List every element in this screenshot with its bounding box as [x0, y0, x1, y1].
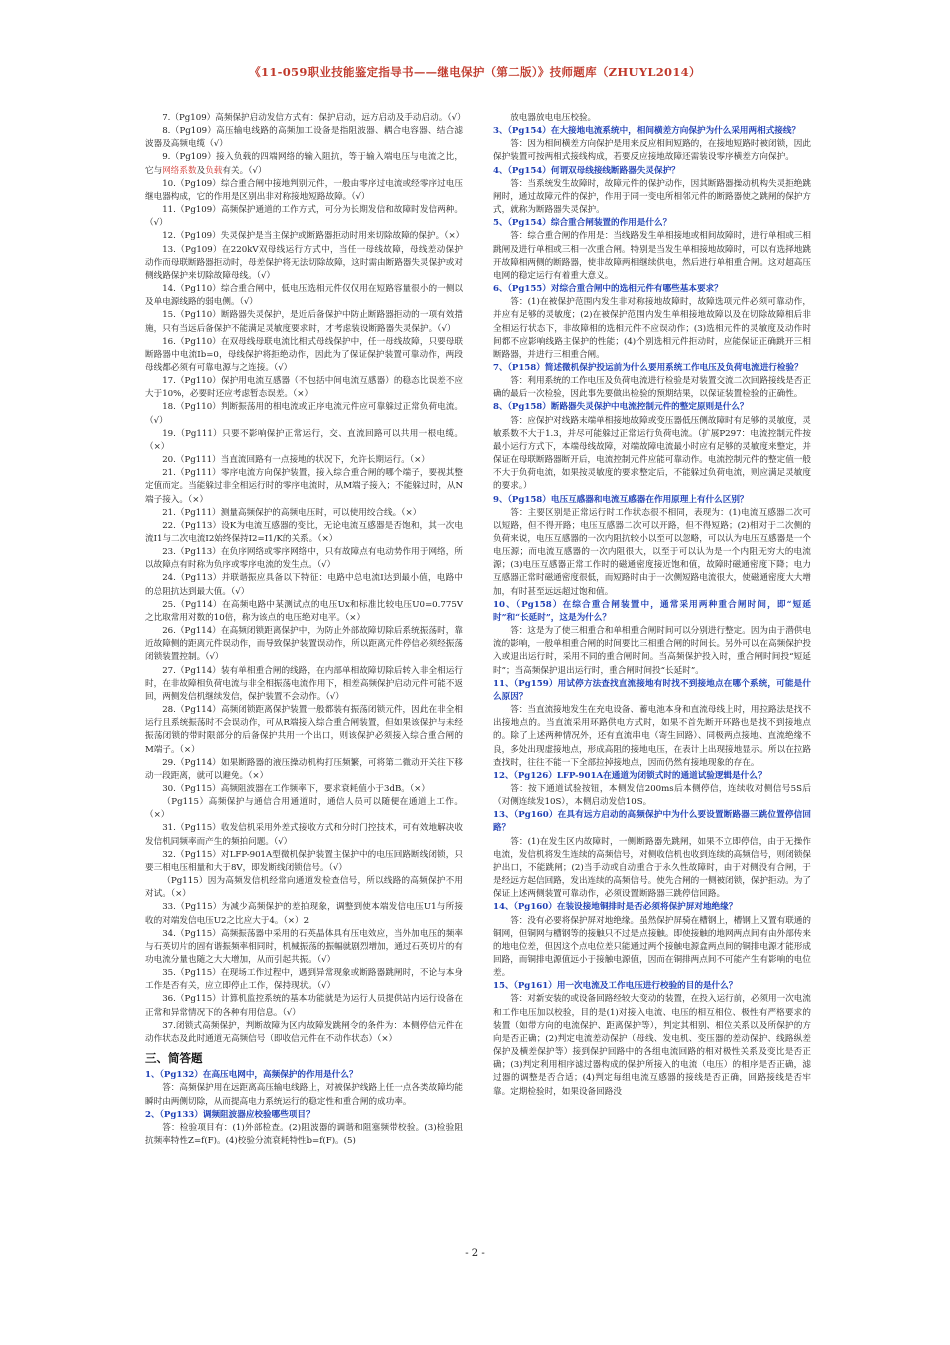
judgment-item: 27.（Pg114）装有单相重合闸的线路，在内部单相故障切除后转入非全相运行时，在非故障相负荷电流与非全相振荡电流作用下，相差高频保护启动元件可能不返回，两侧发信机继续发信，保护装置不会动作。（√）	[145, 665, 463, 702]
judgment-item: 17.（Pg110）保护用电流互感器（不包括中间电流互感器）的稳态比误差不应大于10%，必要时还应考虑暂态误差。（×）	[145, 376, 463, 400]
judgment-item: 36.（Pg115）计算机监控系统的基本功能就是为运行人员提供站内运行设备在正常和异常情况下的各种有用信息。（√）	[145, 994, 463, 1018]
answer-text: 答：当系统发生故障时，故障元件的保护动作，因其断路器操动机构失灵拒绝跳闸时，通过故障元件的保护，作用于同一变电所相邻元件的断路器使之跳闸的保护方式，就称为断路器失灵保护。	[493, 178, 811, 216]
judgment-item: 23.（Pg113）在负序网络或零序网络中，只有故障点有电动势作用于网络，所以故障点有时称为负序或零序电流的发生点。（√）	[145, 547, 463, 571]
judgment-item: （Pg115）因为高频发信机经常向通道发检查信号，所以线路的高频保护不用对试。（×）	[145, 876, 463, 900]
answer-text: 答：检验项目有：(1)外部检查。(2)阻波器的调谐和阻塞频带校验。(3)检验阻抗频率特性Z=f(F)。(4)校验分流衰耗特性b=f(F)。(5)	[145, 1122, 463, 1147]
question-title: 3、（Pg154）在大接地电流系统中，相间横差方向保护为什么采用两相式接线？	[493, 126, 801, 137]
answer-text: 答：按下通道试验按钮，本侧发信200ms后本侧停信，连续收对侧信号5S后（对侧连续发10S），本侧启动发信10S。	[493, 783, 811, 808]
left-qa-list	[145, 1069, 463, 1148]
judgment-item: 35.（Pg115）在现场工作过程中，遇到异常现象或断路器跳闸时，不论与本身工作是否有关，应立即停止工作，保持现状。（√）	[145, 968, 463, 992]
question-title: 5、（Pg154）综合重合闸装置的作用是什么？	[493, 218, 672, 229]
judgment-item: 22.（Pg113）设K为电流互感器的变比，无论电流互感器是否饱和，其一次电流I1与二次电流I2始终保持I2=I1/K的关系。（×）	[145, 520, 463, 544]
judgment-items-rest	[145, 178, 463, 1046]
question-title: 7、（P158）简述微机保护投运前为什么要用系统工作电压及负荷电流进行检验？	[493, 362, 803, 373]
question-title: 10、（Pg158）在综合重合闸装置中，通常采用两种重合闸时间，即“短延时”和“长延时”，这是为什么？	[493, 599, 811, 623]
answer-text: 答：没有必要将保护屏对地绝缘。虽然保护屏骑在槽钢上，槽钢上又置有联通的铜网，但铜网与槽钢等的接触只不过是点接触。即使接触的地网两点间有由外部传来的地电位差，但因这个点电位差只能通过两个接触电源盒两点间的铜排电源才能形成回路，而铜排电源值远小于接触电源值，因而在铜排两点间不可能产生有影响的电位差。	[493, 915, 811, 979]
answer-text: 答：(1)在发生区内故障时，一侧断路器先跳闸，如果不立即停信，由于无操作电流，发信机将发生连续的高频信号，对侧收信机也收到连续的高频信号，则闭锁保护出口，不能跳闸；(2)当手动或自动重合于永久性故障时，由于对侧没有合闸，于是经远方起信回路，发出连续的高频信号。使先合闸的一侧被闭锁，保护拒动。为了保证上述两侧装置可靠动作，必须设置断路器三跳停信回路。	[493, 836, 811, 900]
question-title: 4、（Pg154）何谓双母线接线断路器失灵保护？	[493, 165, 680, 176]
judgment-item: 25.（Pg114）在高频电路中某测试点的电压Ux和标准比较电压U0=0.775V之比取常用对数的10倍，称为该点的电压绝对电平。（×）	[145, 599, 463, 623]
answer-text: 答：对新安装的或设备回路经较大变动的装置，在投入运行前，必须用一次电流和工作电压加以校验，目的是(1)对接入电流、电压的相互相位、极性有严格要求的装置（如带方向的电流保护、距离保护等），判定其相别、相位关系以及所保护的方向是否正确；(2)判定电流差动保护（母线、发电机、变压器的差动保护、线路纵差保护及横差保护等）接到保护回路中的各组电流回路的相对极性关系及变比是否正确；(3)判定利用相序滤过器构成的保护所接入的电流（电压）的相序是否正确，滤过器的调整是否合适；(4)判定每组电流互感器的接线是否正确，回路接线是否牢靠。定期检验时，如果设备回路没	[493, 994, 811, 1097]
answer-text: 答：这是为了使三相重合和单相重合闸时间可以分别进行整定。因为由于潜供电流的影响，一般单相重合闸的时间要比三相重合闸的时间长。另外可以在高频保护投入或退出运行时，采用不同的重合闸时间。当高频保护投入时，重合闸时间投“短延时”；当高频保护退出运行时，重合闸时间投“长延时”。	[493, 626, 811, 676]
question-title: 11、（Pg159）用试停方法查找直流接地有时找不到接地点在哪个系统，可能是什么原因？	[493, 678, 811, 702]
question-title: 14、（Pg160）在装设接地铜排时是否必须将保护屏对地绝缘？	[493, 902, 738, 913]
judgment-item: 21.（Pg111）测量高频保护的高频电压时，可以使用绞合线。（×）	[162, 507, 422, 518]
answer-text: 答：综合重合闸的作用是：当线路发生单相接地或相间故障时，进行单相或三相跳闸及进行单相或三相一次重合闸。特别是当发生单相接地故障时，可以有选择地跳开故障相两侧的断路器，使非故障两相继续供电，然后进行单相重合闸。这对超高压电网的稳定运行有着重大意义。	[493, 231, 811, 281]
answer-text: 答：主要区别是正常运行时工作状态很不相同，表现为：(1)电流互感器二次可以短路，但不得开路；电压互感器二次可以开路，但不得短路；(2)相对于二次侧的负荷来说，电压互感器的一次内阻抗较小以至可以忽略，可以认为电压互感器是一个电压源；而电流互感器的一次内阻很大，以至于可以认为是一个内阻无穷大的电流源；(3)电压互感器正常工作时的磁通密度接近饱和值，故障时磁通密度下降；电力互感器正常时磁通密度很低，而短路时由于一次侧短路电流很大，使磁通密度大大增加，有时甚至远远超过饱和值。	[493, 507, 811, 597]
highlight-network-coefficient: 网络系数	[162, 165, 197, 176]
question-title: 1、（Pg132）在高压电网中，高频保护的作用是什么？	[145, 1070, 358, 1081]
judgment-item: 12.（Pg109）失灵保护是当主保护或断路器拒动时用来切除故障的保护。（×）	[162, 231, 465, 242]
page-number: - 2 -	[465, 1248, 485, 1259]
judgment-item: 15.（Pg110）断路器失灵保护，是近后备保护中防止断路器拒动的一项有效措施，只有当远后备保护不能满足灵敏度要求时，才考虑装设断路器失灵保护。（√）	[145, 310, 463, 334]
judgment-item: 34.（Pg115）高频振荡器中采用的石英晶体具有压电效应，当外加电压的频率与石英切片的固有谐振频率相同时，机械振荡的振幅就剧烈增加，通过石英切片的有功电流分量也随之大大增加，从而引起共振。（√）	[145, 928, 463, 965]
judgment-item: 32.（Pg115）对LFP-901A型微机保护装置主保护中的电压回路断线闭锁，只要三相电压相量和大于8V，即发断线闭锁信号。（√）	[145, 849, 463, 873]
judgment-item: 24.（Pg113）并联谐振应具备以下特征：电路中总电流I达到最小值，电路中的总阻抗达到最大值。（√）	[145, 573, 463, 597]
judgment-item: 28.（Pg114）高频闭锁距离保护装置一般都装有振荡闭锁元件，因此在非全相运行且系统振荡时不会误动作，可从R端接入综合重合闸装置，但如果该保护与未经振荡闭锁的带时限部分的后备保护共用一个出口，则该保护必须接入综合重合闸的M端子。（×）	[145, 705, 463, 755]
left-column	[145, 112, 466, 1148]
question-title: 6、（Pg155）对综合重合闸中的选相元件有哪些基本要求？	[493, 284, 723, 295]
judgment-item: 26.（Pg114）在高频闭锁距离保护中，为防止外部故障切除后系统振荡时，靠近故障侧的距离元件误动作，而导致保护装置误动作，所以距离元件停信必须经振荡闭锁装置控制。（√）	[145, 626, 463, 663]
judgment-item: 18.（Pg110）判断振荡用的相电流或正序电流元件应可靠躲过正常负荷电流。（√）	[145, 402, 463, 426]
question-title: 13、（Pg160）在具有远方启动的高频保护中为什么要设置断路器三跳位置停信回路？	[493, 810, 811, 834]
judgment-item: 30.（Pg115）高频阻波器在工作频率下，要求衰耗值小于3dB。（×）	[162, 783, 430, 794]
judgment-item: 19.（Pg111）只要不影响保护正常运行，交、直流回路可以共用一根电缆。（×）	[145, 428, 463, 452]
answer-text: 答：利用系统的工作电压及负荷电流进行检验是对装置交流二次回路接线是否正确的最后一次检验，因此事先要做出检验的预期结果，以保证装置检验的正确性。	[493, 376, 811, 400]
answer-text: 答：应保护对线路末端单相接地故障或变压器低压侧故障时有足够的灵敏度，灵敏系数不大于1.3，并尽可能躲过正常运行负荷电流。（扩展P297：电流控制元件按最小运行方式下，本端母线故障，对端故障电流最小时应有足够的灵敏度来整定，并保证在母联断路器断开后，电流控制元件应能可靠动作。电流控制元件的整定值一般不大于负荷电流，如果按灵敏度的要求整定后，不能躲过负荷电流，则应满足灵敏度的要求。）	[493, 415, 811, 492]
answer-text: 答：高频保护用在远距离高压输电线路上，对被保护线路上任一点各类故障均能瞬时由两侧切除，从而提高电力系统运行的稳定性和重合闸的成功率。	[145, 1083, 463, 1107]
judgment-item: 14.（Pg110）综合重合闸中，低电压选相元件仅仅用在短路容量很小的一侧以及单电源线路的弱电侧。（√）	[145, 284, 463, 308]
page-header: 《11-059职业技能鉴定指导书——继电保护（第二版）》技师题库（ZHUYL2014）	[249, 65, 701, 79]
answer-text: 答：因为相间横差方向保护是用来反应相间短路的，在接地短路时被闭锁，因此保护装置可按两相式接线构成，若要反应接地故障还需装设零序横差方向保护。	[493, 139, 811, 163]
judgment-item: 16.（Pg110）在双母线母联电流比相式母线保护中，任一母线故障，只要母联断路器中电流Ib=0，母线保护将拒绝动作，因此为了保证保护装置可靠动作，两段母线都必须有可靠电源与之连接。（√）	[145, 336, 463, 373]
judgment-item: 8.（Pg109）高压输电线路的高频加工设备是指阻波器、耦合电容器、结合滤波器及高频电缆（√）	[145, 126, 463, 150]
judgment-item: 11.（Pg109）高频保护通道的工作方式，可分为长期发信和故障时发信两种。（√）	[145, 205, 463, 229]
judgment-item: 13.（Pg109）在220kV双母线运行方式中，当任一母线故障，母线差动保护动作而母联断路器拒动时，母差保护将无法切除故障，这时需由断路器失灵保护或对侧线路保护来切除故障母线。（√）	[145, 244, 463, 281]
question-title: 8、（Pg158）断路器失灵保护中电流控制元件的整定原则是什么？	[493, 402, 749, 413]
judgment-item: 31.（Pg115）收发信机采用外差式接收方式和分时门控技术，可有效地解决收发信机同频率而产生的频拍问题。（√）	[145, 823, 463, 847]
judgment-items-top	[145, 112, 466, 151]
judgment-item: 10.（Pg109）综合重合闸中接地判别元件，一般由零序过电流或经零序过电压继电器构成，它的作用是区别出非对称接地短路故障。（√）	[145, 178, 463, 202]
judgment-item: 37.闭锁式高频保护，判断故障为区内故障发跳闸令的条件为：本侧停信元件在动作状态及此时通道无高频信号（即收信元件在不动作状态）（×）	[145, 1020, 463, 1044]
right-column	[493, 112, 811, 1099]
right-qa-list	[493, 125, 811, 1099]
section-title: 三、简答题	[145, 1051, 203, 1066]
judgment-item: （Pg115）高频保护与通信合用通道时，通信人员可以随便在通道上工作。（×）	[145, 797, 463, 821]
question-title: 2、（Pg133）调频阻波器应校验哪些项目？	[145, 1109, 315, 1120]
judgment-item: 21.（Pg111）零序电流方向保护装置，接入综合重合闸的哪个端子，要视其整定值而定。当能躲过非全相运行时的零序电流时，从M端子接入；不能躲过时，从N端子接入。（×）	[145, 468, 463, 505]
question-title: 15、（Pg161）用一次电流及工作电压进行校验的目的是什么？	[493, 981, 738, 992]
question-title: 9、（Pg158）电压互感器和电流互感器在作用原理上有什么区别？	[493, 494, 749, 505]
highlight-load: 负载	[205, 165, 223, 176]
answer-text: 答：(1)在被保护范围内发生非对称接地故障时，故障选项元件必须可靠动作，并应有足够的灵敏度；(2)在被保护范围内发生单相接地故障以及在切除故障相后非全相运行状态下，非故障相的选相元件不应误动作；(3)选相元件的灵敏度及动作时间都不应影响线路主保护的性能；(4)个别选相元件拒动时，应能保证正确跳开三相断路器，并进行三相重合闸。	[493, 297, 811, 360]
continued-answer: 放电器放电电压校验。	[510, 113, 597, 123]
answer-text: 答：当直流接地发生在充电设备、蓄电池本身和直流母线上时，用拉路法是找不出接地点的。当直流采用环路供电方式时，如果不首先断开环路也是找不到接地点的。除了上述两种情况外，还有直流串电（寄生回路）、同极两点接地、直流绝缘不良，多处出现虚接地点，形成高阻的接地电压，在表计上出现接地显示。所以在拉路查找时，往往不能一下全部拉掉接地点，因而仍然有接地现象的存在。	[493, 705, 811, 768]
judgment-item: 29.（Pg114）如果断路器的液压操动机构打压频繁，可将第二微动开关往下移动一段距离，就可以避免。（×）	[145, 757, 463, 781]
judgment-item: 20.（Pg111）当直流回路有一点接地的状况下，允许长期运行。（×）	[162, 455, 430, 466]
judgment-item-9: 9.（Pg109）接入负载的四端网络的输入阻抗，等于输入端电压与电流之比，它与网络系数及负载有关。（√）	[145, 152, 463, 176]
question-title: 12、（Pg126）LFP-901A在通道为闭锁式时的通道试验逻辑是什么？	[493, 770, 767, 781]
judgment-item: 33.（Pg115）为减少高频保护的差拍现象，调整到使本端发信电压U1与所接收的对端发信电压U2之比应大于4。（×）2	[145, 902, 463, 926]
judgment-item: 7.（Pg109）高频保护启动发信方式有：保护启动，远方启动及手动启动。（√）	[162, 113, 466, 123]
